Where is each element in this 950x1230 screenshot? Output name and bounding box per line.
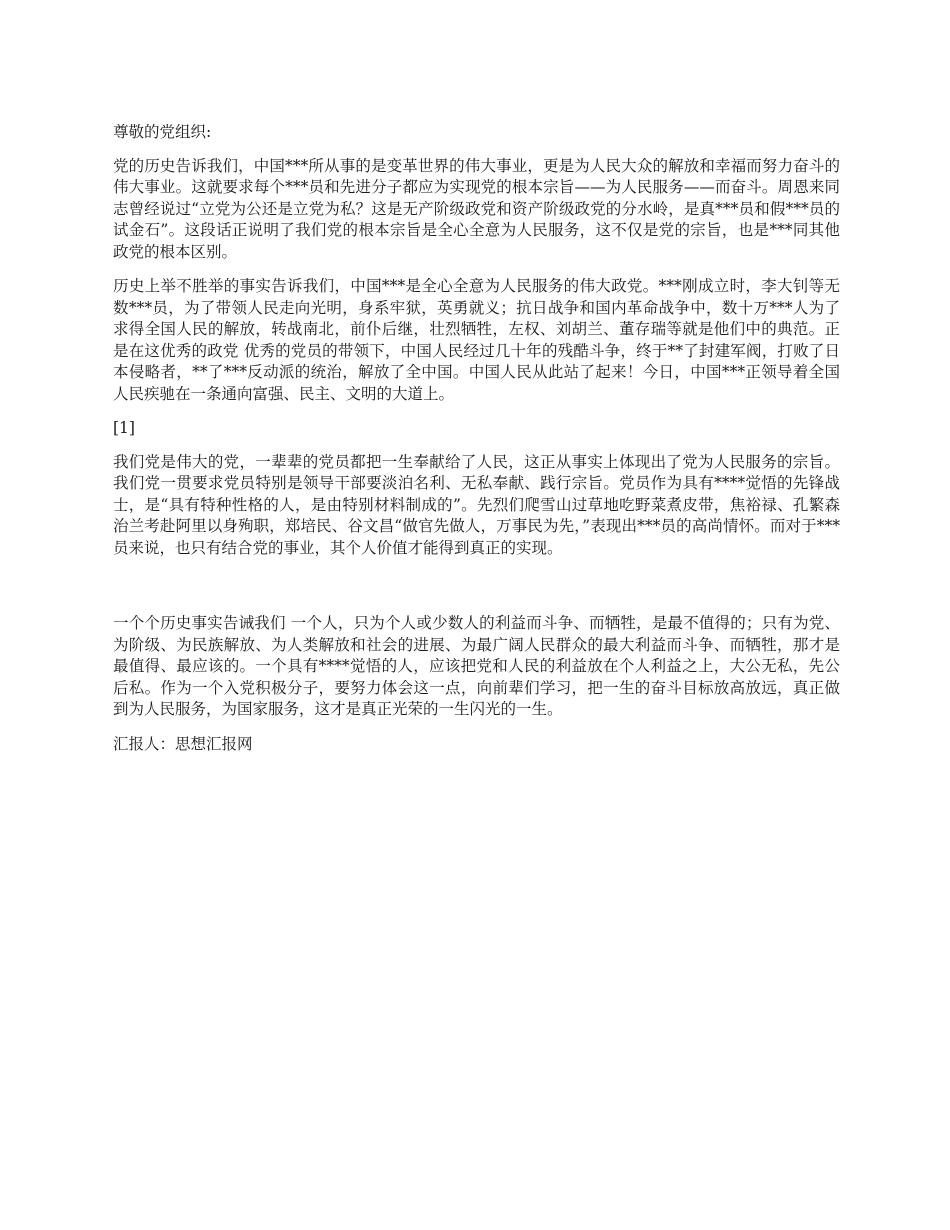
signature: 汇报人：思想汇报网 [113,734,253,753]
paragraph-party-history: 党的历史告诉我们，中国***所从事的是变革世界的伟大事业，更是为人民大众的解放和幸福而努力奋斗的伟大事业。这就要求每个***员和先进分子都应为实现党的根本宗旨——为人民服务——而奋斗。周恩来同志曾经说过“立党为公还是立党为私？这是无产阶级政党和资产阶级政党的分水岭，是真***员和假***员的试金石”。这段话正说明了我们党的根本宗旨是全心全意为人民服务，这不仅是党的宗旨，也是***同其他政党的根本区别。 [113,156,840,261]
greeting: 尊敬的党组织: [113,123,212,141]
report-document [113,122,840,768]
footnote-marker: [1] [113,419,135,437]
paragraph-historical-facts: 历史上举不胜举的事实告诉我们，中国***是全心全意为人民服务的伟大政党。***刚成立时，李大钊等无数***员，为了带领人民走向光明，身系牢狱，英勇就义；抗日战争和国内革命战争中，数十万***人为了求得全国人民的解放，转战南北，前仆后继，壮烈牺牲，左权、刘胡兰、董存瑞等就是他们中的典范。正是在这优秀的政党 优秀的党员的带领下，中国人民经过几十年的残酷斗争，终于**了封建军阀，打败了日本侵略者，**了***反动派的统治，解放了全中国。中国人民从此站了起来！今日，中国***正领导着全国人民疾驰在一条通向富强、民主、文明的大道上。 [113,277,840,403]
paragraph-great-party: 我们党是伟大的党，一辈辈的党员都把一生奉献给了人民，这正从事实上体现出了党为人民服务的宗旨。我们党一贯要求党员特别是领导干部要淡泊名利、无私奉献、践行宗旨。党员作为具有****觉悟的先锋战士，是“具有特种性格的人，是由特别材料制成的”。先烈们爬雪山过草地吃野菜煮皮带，焦裕禄、孔繁森治兰考赴阿里以身殉职，郑培民、谷文昌“做官先做人，万事民为先，”表现出***员的高尚情怀。而对于***员来说，也只有结合党的事业，其个人价值才能得到真正的实现。 [113,452,840,557]
paragraph-lessons: 一个个历史事实告诫我们 一个人，只为个人或少数人的利益而斗争、而牺牲，是最不值得的；只有为党、为阶级、为民族解放、为人类解放和社会的进展、为最广阔人民群众的最大利益而斗争、而牺牲，那才是最值得、最应该的。一个具有****觉悟的人，应该把党和人民的利益放在个人利益之上，大公无私，先公后私。作为一个入党积极分子，要努力体会这一点，向前辈们学习，把一生的奋斗目标放高放远，真正做到为人民服务，为国家服务，这才是真正光荣的一生闪光的一生。 [113,614,840,718]
